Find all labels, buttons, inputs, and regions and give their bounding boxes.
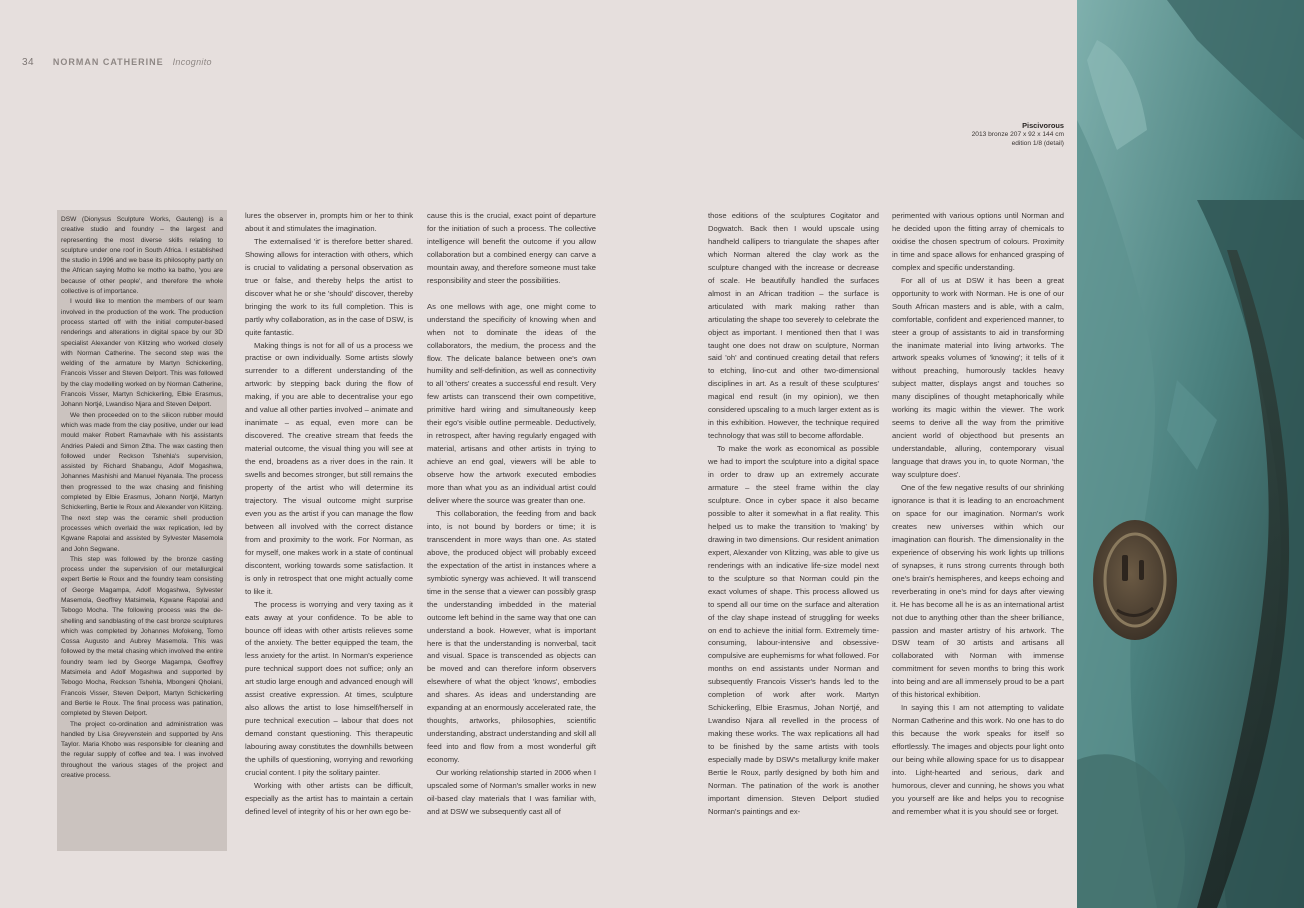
body-paragraph: The process is worrying and very taxing as it eats away at your confidence. To be able to bounce off ideas with other artists relieves some of the anxiety. The better equipped the team, the less anxiety for the artist. In Norman's experience pure technical support does not suffice; only an art studio large enough and advanced enough will assist creative expression. At times, sculpture also allows the artist to lose himself/herself in pure technical execution – labour that does not demand constant questioning. This therapeutic labouring away constitutes the downhills between the uphills of questioning, worrying and reworking crucial content. I pity the solitary painter. [245,599,413,777]
sidebar-paragraph: DSW (Dionysus Sculpture Works, Gauteng) is a creative studio and foundry – the largest and representing the most diverse skills relating to sculpture under one roof in South Africa. I established the studio in 1996 and we base its philosophy partly on the African saying Motho ke motho ka batho, 'you are because of other people', and therefore the whole collective is of importance. [61,216,223,296]
text-column-2 [245,210,413,858]
body-paragraph: perimented with various options until Norman and he decided upon the fitting array of chemicals to oxidise the chosen spectrum of colours. Proximity in time and space allows for enhanced grasping of complex and specific understanding. [892,211,1064,272]
body-paragraph: The externalised 'it' is therefore better shared. Showing allows for interaction with others, which is crucial to validating a personal observation as true or false, and thereby helps the artist to discover what he or she 'should' discover, thereby bringing the work to its full completion. This is partly why collaboration, as in the case of DSW, is quite fantastic. [245,236,413,337]
body-paragraph: Our working relationship started in 2006 when I upscaled some of Norman's smaller works in new oil-based clay materials that I was familiar with, and at DSW we subsequently cast all of [427,768,596,816]
bronze-sculpture-detail-image [1077,0,1304,908]
page-number: 34 [22,57,34,68]
body-paragraph: In saying this I am not attempting to validate Norman Catherine and this work. No one has to do this because the work speaks for itself so effortlessly. The images and objects pour light onto our being while allowing space for us to disappear into. Light-hearted and serious, dark and humorous, clever and cunning, he shows you what you yourself are like and helps you to recognise and remember what it is you should see or forget. [892,703,1064,816]
body-paragraph: For all of us at DSW it has been a great opportunity to work with Norman. He is one of our South African masters and is able, with a calm, comfortable, confident and experienced manner, to steer a group of assistants to aid in transforming the inanimate material into living artworks. The artwork speaks volumes of 'knowing'; it tells of it without preaching, humorously tackles heavy subject matter, displays angst and touches so many disciplines of thought metaphorically while working its magic within the viewer. The work seems to derive all the way from the primitive ancient world of objecthood but presents an understandable, alluring, contemporary visual language that draws you in, to quote Norman, 'the way sculpture does'. [892,275,1064,480]
sidebar-paragraph: I would like to mention the members of our team involved in the production of the work. The production process started off with the initial computer-based renderings and alterations in digital space by our 3D specialist Alexander von Klitzing who worked closely with Norman Catherine. The second step was the welding of the armature by Martyn Schickerling, Francois Visser and Steven Delport. This was followed by the clay modelling worked on by Norman Catherine, Francois Visser, Martyn Schickerling, Elbie Erasmus, Johann Nortjé, Lwandiso Njara and Steven Delport. [61,298,223,409]
body-paragraph: This collaboration, the feeding from and back into, is not bound by borders or time; it is transcendent in more ways than one. As stated above, the produced object will probably exceed the expectation of the artist in instances where a symbiotic synergy was achieved. It will transcend time in the sense that a viewer can possibly grasp the understanding imbedded in the material outcome left behind in the same way that one can understand a book. However, what is important here is that the understanding is nonverbal, tacit and visual. Space is transcended as objects can be moved and can therefore inform observers elsewhere of what the object 'knows', embodies and shares. As ideas and understanding are expanding at an enormously accelerated rate, the thoughts, artworks, philosophies, scientific understanding, abstract understanding and skill all feed into and flow from a most wonderful gift economy. [427,508,596,765]
body-paragraph: lures the observer in, prompts him or her to think about it and stimulates the imagination. [245,211,413,233]
body-paragraph: Working with other artists can be difficult, especially as the artist has to maintain a certain defined level of integrity of his or her own ego be- [245,780,413,816]
caption-line: edition 1/8 (detail) [1011,140,1064,147]
body-paragraph: One of the few negative results of our shrinking ignorance is that it is leading to an encroachment on space for our imagination. Norman's work creates new universes within which our imagination can flourish. The dimensionality in the experience of observing his work lights up trillions of synapses, it runs strong currents through both one's brain's hemispheres, and keeps echoing and reverberating in one's mind for days after viewing it. He has become all he is as an international artist not due to anything other than the sheer brilliance, passion and master artistry of his artwork. The DSW team of 30 artists and artisans all collaborated with Norman with immense commitment for seven months to bring this work into being and are all immensely proud to be a part of this historical exhibition. [892,483,1064,700]
credits-sidebar [57,210,227,851]
text-column-4 [708,210,879,858]
caption-line: 2013 bronze 207 x 92 x 144 cm [971,131,1064,138]
body-paragraph: Making things is not for all of us a process we practise or own individually. Some artists slowly surrender to a different understanding of the artwork: by stepping back during the flow of making, if you are able to decentralise your ego and value all other parties involved – animate and inanimate – as equal, even more can be discovered. The creative stream that feeds the material outcome, the visual thing you will see at the end, broadens as a river does in the rain. It swells and becomes stronger, but still remains the property of the artist who will determine its trajectory. The visual outcome might surprise even you as the artist if you can manage the flow between all involved with the correct distance from and proximity to the work. For Norman, as for myself, one makes work in a state of continual discontent, working towards some satisfaction. It is only in retrospect that one might actually come to like it. [245,340,413,596]
text-column-5 [892,210,1064,858]
sidebar-paragraph: This step was followed by the bronze casting process under the supervision of our metallurgical expert Bertie le Roux and the foundry team consisting of George Magampa, Adolf Mogashwa, Sylvester Masemola, Geoffrey Matsimela, Kgwane Rapolai and Tebogo Mocha. The following process was the de-shelling and sandblasting of the cast bronze sculptures which was completed by Johannes Mofokeng, Tomo Cossa Augusto and Aubrey Masemola. This was followed by the metal chasing which involved the entire foundry team led by George Magampa, Geoffrey Matsimela and Adolf Mogashwa and supported by Tebogo Mocha, Reckson Tshehla, Mbongeni Qholani, Francois Visser, Steven Delport, Martyn Schickerling and Bertie le Roux. The final process was patination, completed by Steven Delport. [61,555,223,718]
body-paragraph: those editions of the sculptures Cogitator and Dogwatch. Back then I would upscale using handheld callipers to triangulate the shapes after which Norman altered the clay work as the sculpture changed with the increase or decrease of scale. He beautifully handled the surfaces almost in an African tradition – the surface is articulated with mark making rather than articulating the shape too severely to celebrate the object as important. I mentioned then that I was taught one does not draw on sculpture, Norman said 'oh' and continued creating detail that refers to etching, lino-cut and other two-dimensional disciplines in art. As a result of these sculptures' magical end result (in my opinion), we then considered upscaling to a much larger extent as is in this exhibition. However, the technique required technology that was still to become affordable. [708,211,879,441]
header-author: NORMAN CATHERINE [52,57,164,67]
running-header [22,57,212,71]
caption-title: Piscivorous [1022,121,1064,130]
body-paragraph: As one mellows with age, one might come to understand the specificity of knowing when and when not to dominate the ideas of the collaborators, the medium, the process and the flow. The delicate balance between one's own humility and self-definition, as well as connectivity to all 'others' creates a successful end result. Very few artists can transcend their own competitive, primitive hard wiring and simultaneously keep their ego's visible outline permeable. Deductively, in retrospect, after having regularly engaged with material, artisans and other artists in trying to achieve an end goal, viewers will be able to observe how the artwork executed embodies more than what you as an individual artist could deliver where the source was greater than one. [427,301,596,506]
sculpture-photo-art [1077,0,1304,908]
header-subtitle: Incognito [172,57,212,67]
body-paragraph: cause this is the crucial, exact point of departure for the initiation of such a process. The collective intelligence will benefit the outcome if you allow collaboration but a combined energy can carve a mountain away, and therefore someone must take responsibility and steer the possibilities. [427,211,596,285]
sidebar-paragraph: The project co-ordination and administration was handled by Lisa Greyvenstein and supported by Ans Taylor. Maria Khobo was responsible for cleaning and the regular supply of coffee and tea. I was involved throughout the various stages of the project and creative process. [61,720,223,780]
text-column-3 [427,210,596,858]
image-caption [972,121,1064,148]
body-paragraph: To make the work as economical as possible we had to import the sculpture into a digital space in order to draw up an extremely accurate armature – the steel frame within the clay sculpture. Once in cyber space it also became possible to alter it somewhat in a flat reality. This helped us to make the transition to 'making' by drawing in two dimensions. Our resident animation expert, Alexander von Klitzing, was able to give us renderings with an indicative life-size model next to the sculpture so that Norman could pin the exact volumes of shape. This process allowed us to spend all our time on the surface and alteration of the clay shape instead of struggling for weeks on end to achieve the initial form. Extremely time-consuming, labour-intensive and obsessive-compulsive are euphemisms for what followed. For months on end assistants under Norman and subsequently Francois Visser's hands led to the completion of work after work. Martyn Schickerling, Elbie Erasmus, Johan Nortjé, and Lwandiso Njara all revelled in the process of making these works. The wax replications all had to be finished by the same artists with tools especially made by DSW's metallurgy knife maker Bertie le Roux, partly designed by both him and Norman. The patination of the work is another important dimension. Steven Delport studied Norman's paintings and ex- [708,444,879,816]
sidebar-paragraph: We then proceeded on to the silicon rubber mould which was made from the clay positive, under our lead mould maker Robert Ramavhale with his assistants Andries Paledi and Simon Ztha. The wax casting then followed under Reckson Tshehla's supervision, assisted by Richard Shabangu, Adolf Mogashwa, Johannes Mashishi and Manuel Nyanala. The process then progressed to the wax chasing and finishing completed by Elbie Erasmus, Johann Nortjé, Martyn Schickerling, Bertie le Roux and Alexander von Klitzing. The next step was the ceramic shell production processes which overlaid the wax replication, led by Kgwane Rapolai and assisted by Sylvester Masemola and John Segwane. [61,411,224,553]
